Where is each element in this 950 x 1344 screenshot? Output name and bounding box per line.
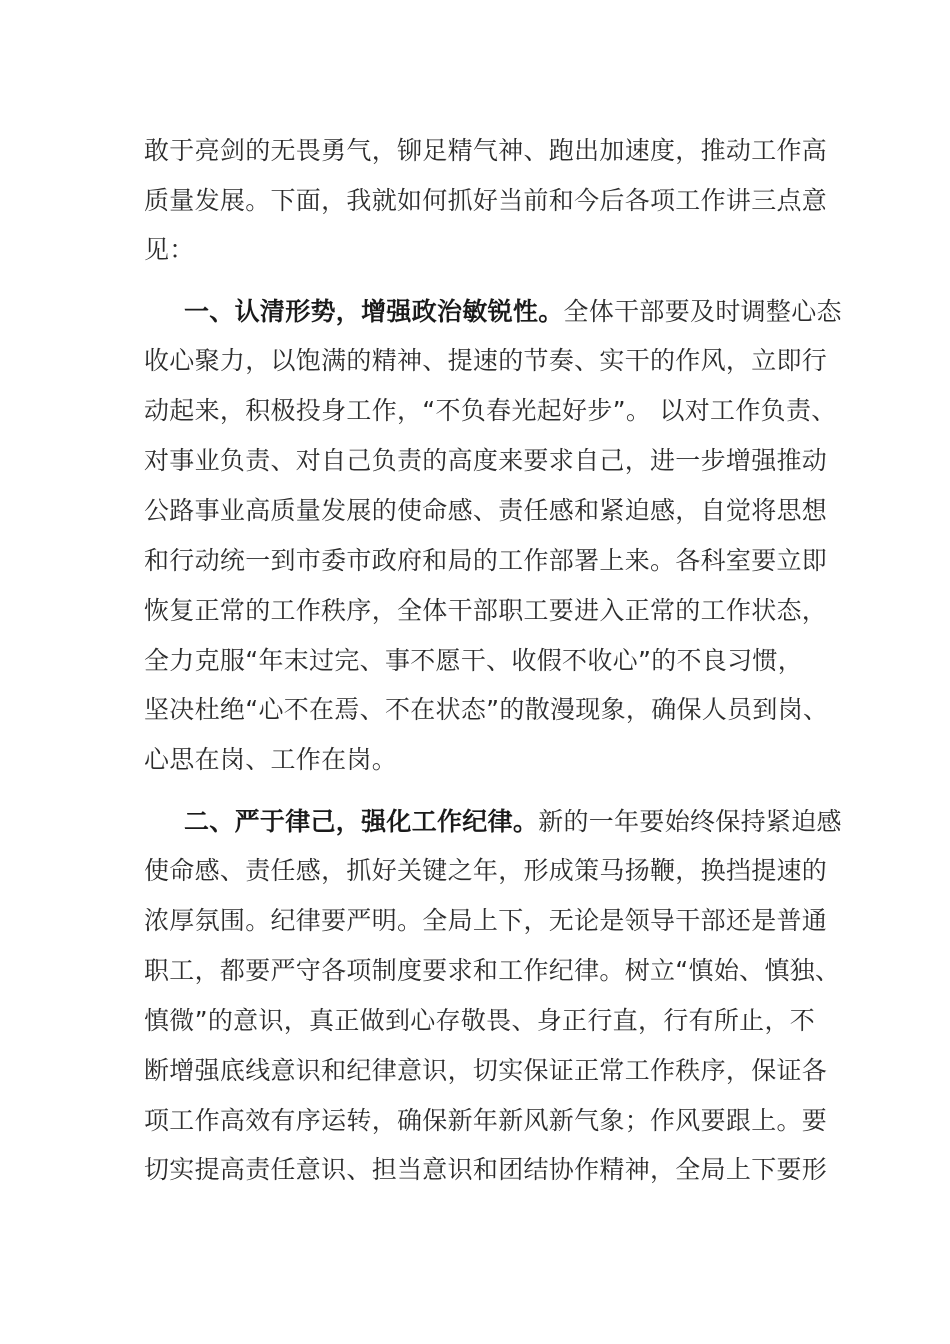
section-two-line: 职工，都要严守各项制度要求和工作纪律。树立“慎始、慎独、 (144, 956, 841, 985)
section-two-first-line-text: 新的一年要始终保持紧迫感 (538, 807, 842, 836)
section-one-line: 全力克服“年末过完、事不愿干、收假不收心”的不良习惯， (144, 646, 804, 675)
section-two-line: 使命感、责任感，抓好关键之年，形成策马扬鞭，换挡提速的 (144, 856, 828, 885)
section-one-first-line (184, 296, 842, 328)
section-one-heading: 一、认清形势，增强政治敏锐性。 (184, 297, 564, 326)
intro-line-1: 敢于亮剑的无畏勇气，铆足精气神、跑出加速度，推动工作高 (144, 136, 828, 165)
section-two-heading: 二、严于律己，强化工作纪律。 (184, 807, 539, 836)
section-two-line: 浓厚氛围。纪律要严明。全局上下，无论是领导干部还是普通 (144, 906, 828, 935)
section-one-line: 心思在岗、工作在岗。 (144, 745, 398, 774)
section-one-line: 和行动统一到市委市政府和局的工作部署上来。各科室要立即 (144, 546, 828, 575)
section-two-first-line (184, 806, 842, 838)
section-two-line: 慎微”的意识，真正做到心存敬畏、身正行直，行有所止，不 (144, 1006, 816, 1035)
intro-line-2: 质量发展。下面，我就如何抓好当前和今后各项工作讲三点意 (144, 186, 828, 215)
intro-line-3: 见： (144, 235, 195, 264)
section-one-line: 坚决杜绝“心不在焉、不在状态”的散漫现象，确保人员到岗、 (144, 695, 829, 724)
section-one-line: 收心聚力，以饱满的精神、提速的节奏、实干的作风，立即行 (144, 346, 828, 375)
section-two-line: 切实提高责任意识、担当意识和团结协作精神，全局上下要形 (144, 1155, 828, 1184)
section-one-line: 恢复正常的工作秩序，全体干部职工要进入正常的工作状态， (144, 596, 828, 625)
section-one-line: 公路事业高质量发展的使命感、责任感和紧迫感，自觉将思想 (144, 496, 828, 525)
section-two-line: 断增强底线意识和纪律意识，切实保证正常工作秩序，保证各 (144, 1056, 828, 1085)
section-one-first-line-text: 全体干部要及时调整心态 (563, 297, 842, 326)
section-one-line: 对事业负责、对自己负责的高度来要求自己，进一步增强推动 (144, 446, 828, 475)
section-two-line: 项工作高效有序运转，确保新年新风新气象；作风要跟上。要 (144, 1106, 828, 1135)
section-one-line: 动起来，积极投身工作，“不负春光起好步”。 以对工作负责、 (144, 396, 837, 425)
